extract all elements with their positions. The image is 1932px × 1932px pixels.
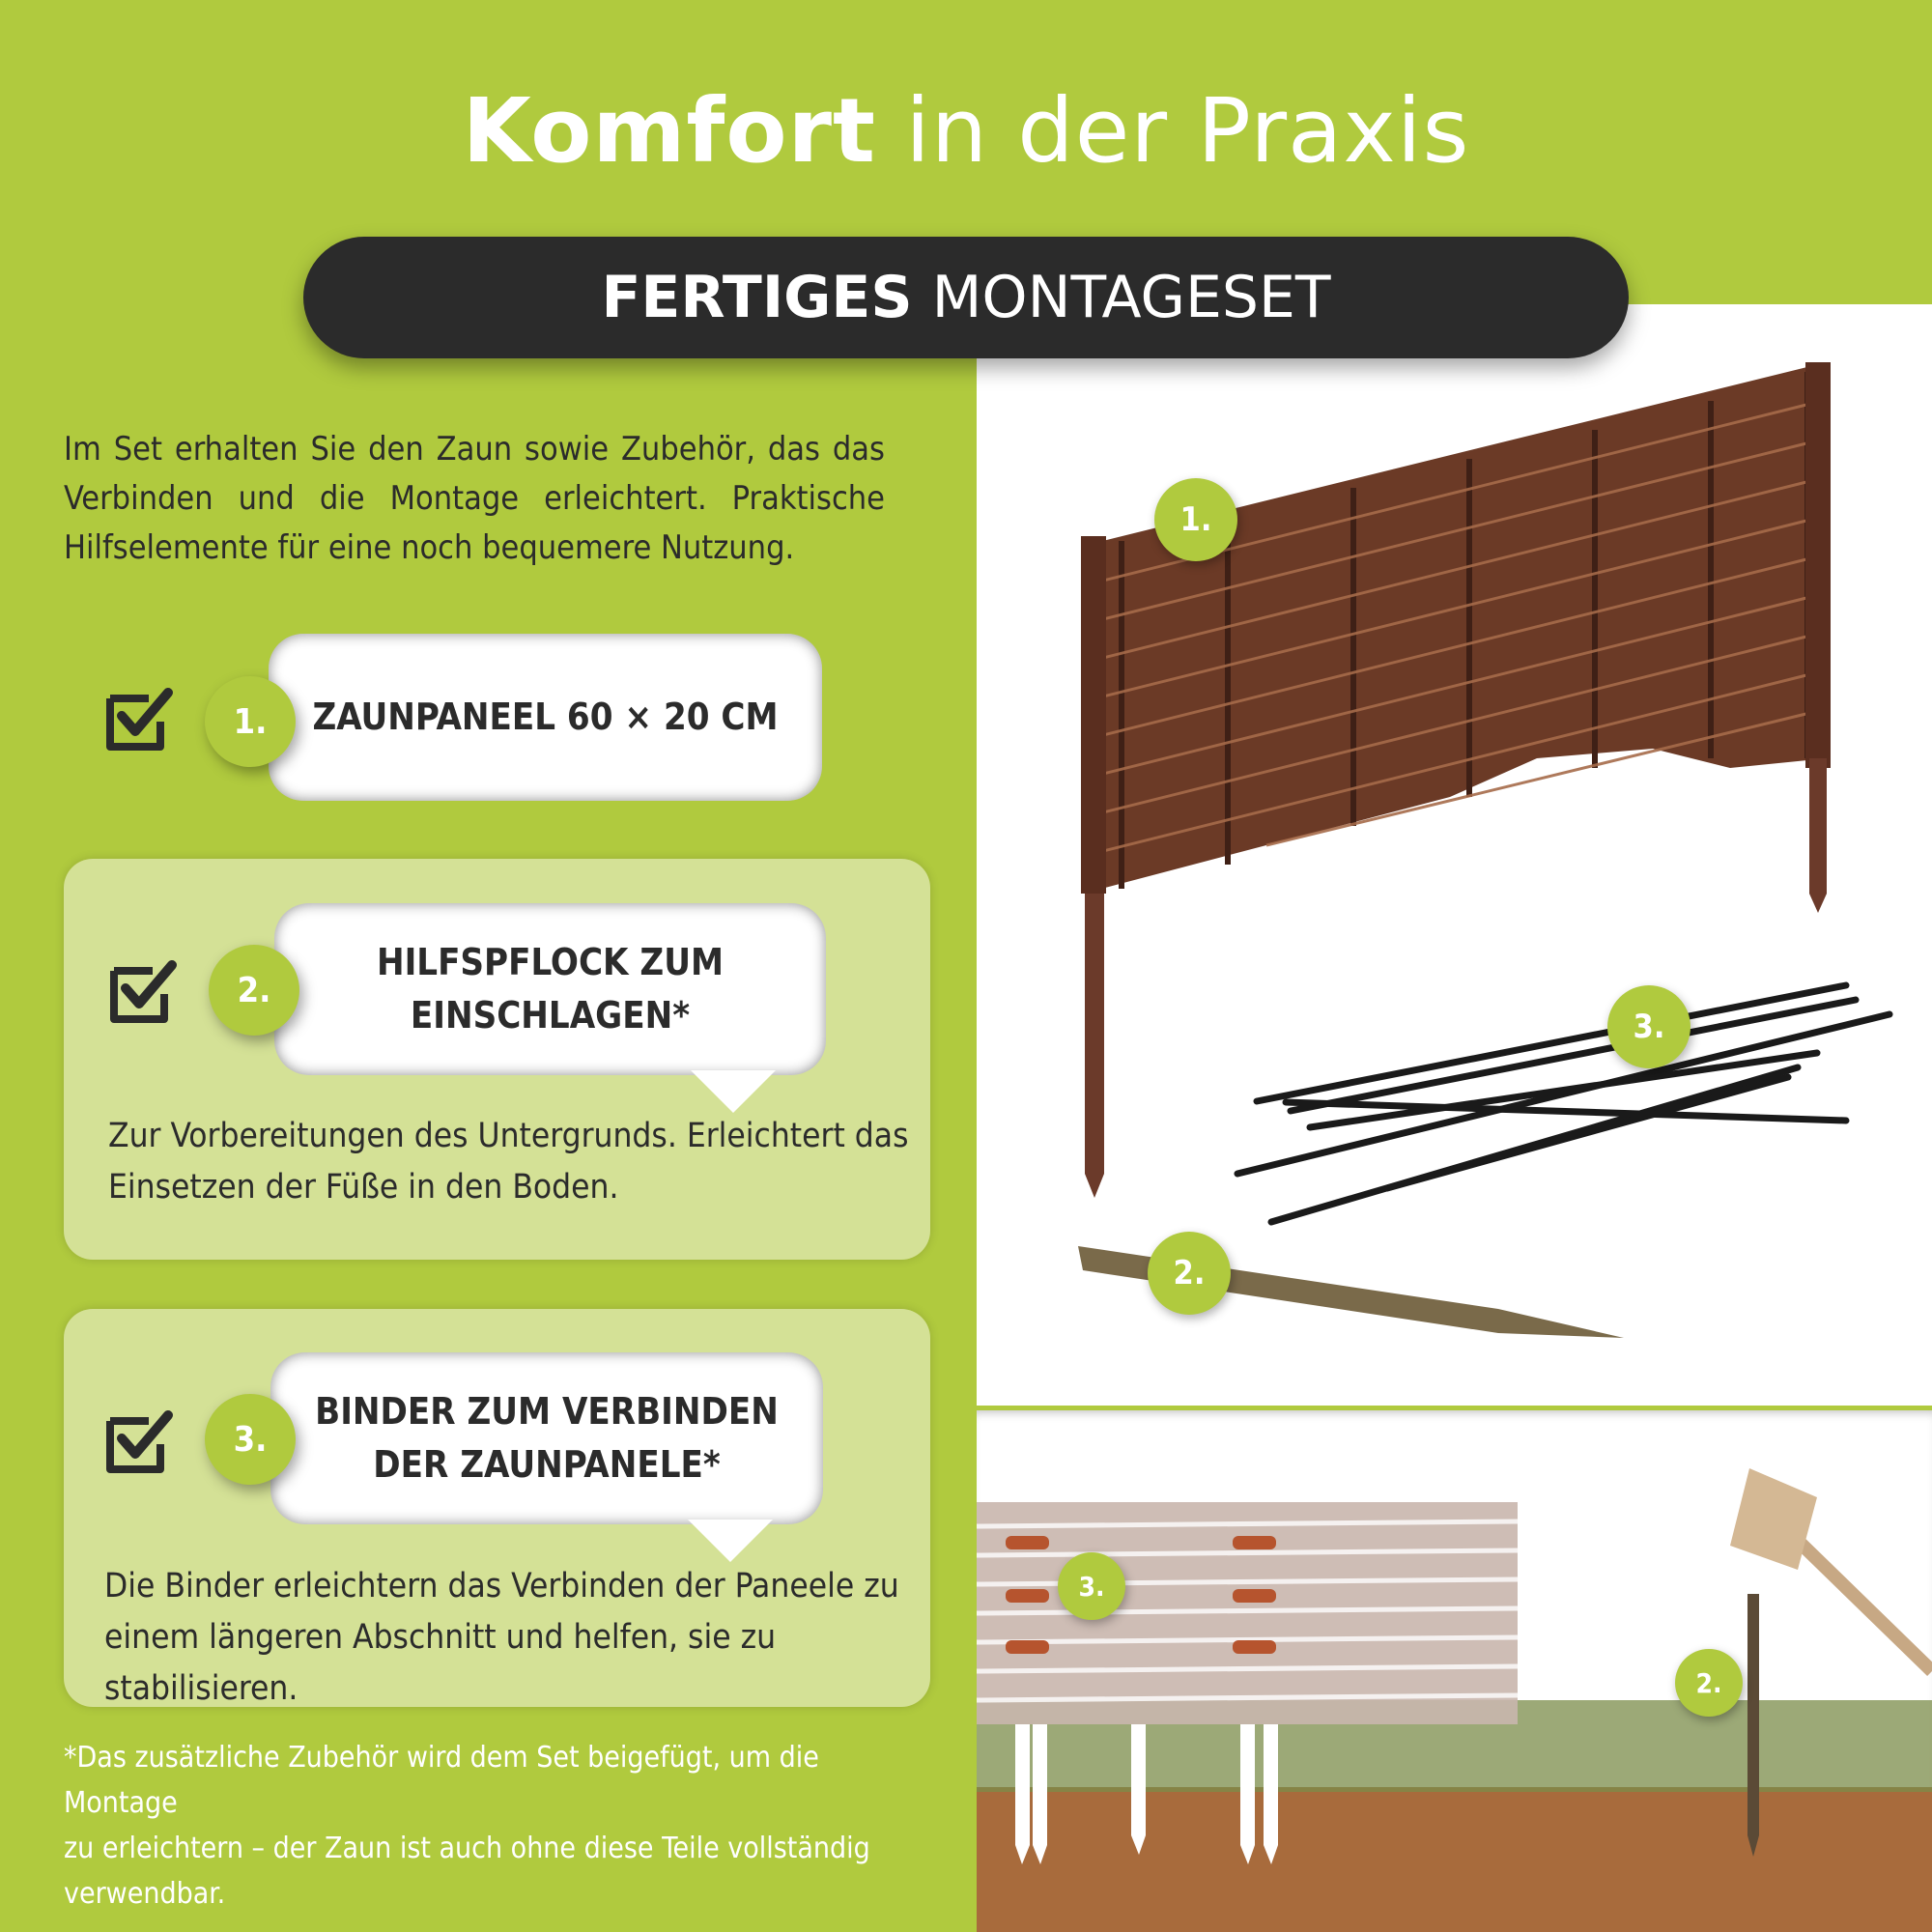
- installation-illustration: [977, 1410, 1932, 1932]
- item-title-2-line2: EINSCHLAGEN*: [410, 994, 691, 1037]
- checkbox-checked-icon: [104, 687, 174, 753]
- item-card-1: [269, 634, 822, 801]
- item-title-2-line1: HILFSPFLOCK ZUM: [376, 941, 724, 983]
- label-badge-1: 1.: [1154, 478, 1237, 561]
- intro-text: Im Set erhalten Sie den Zaun sowie Zubehör, das das Verbinden und die Montage erleichtert. Praktische Hilfselemente für eine noch bequemere Nutzung.: [64, 430, 885, 567]
- item-desc-2-line1: Zur Vorbereitungen des Untergrunds. Erleichtert das: [108, 1117, 909, 1155]
- scene-badge-3: 3.: [1058, 1552, 1125, 1620]
- item-card-2: [274, 903, 826, 1075]
- checkbox-checked-icon: [104, 1409, 174, 1475]
- footnote-line1: *Das zusätzliche Zubehör wird dem Set beigefügt, um die Montage: [64, 1741, 819, 1820]
- label-badge-3: 3.: [1607, 985, 1690, 1068]
- scene-badge-2: 2.: [1675, 1649, 1743, 1717]
- cable-ties-icon: [1237, 985, 1889, 1222]
- stake-icon: [1747, 1594, 1759, 1857]
- page-title: [0, 79, 1932, 183]
- item-desc-3: [104, 1561, 925, 1715]
- banner-bold: FERTIGES: [601, 264, 913, 331]
- item-desc-2: [108, 1111, 920, 1213]
- item-number-1: 1.: [205, 676, 296, 767]
- installation-scene-panel: [977, 1410, 1932, 1932]
- mallet-icon: [1730, 1468, 1932, 1671]
- item-number-3: 3.: [205, 1394, 296, 1485]
- title-light: in der Praxis: [905, 79, 1470, 183]
- footnote-line3: verwendbar.: [64, 1877, 226, 1911]
- checkbox-checked-icon: [108, 959, 178, 1025]
- item-title-3-line2: DER ZAUNPANELE*: [373, 1443, 721, 1486]
- section-banner: [303, 237, 1629, 358]
- item-title-3-line1: BINDER ZUM VERBINDEN: [315, 1390, 779, 1433]
- item-number-2: 2.: [209, 945, 299, 1036]
- footnote-line2: zu erleichtern – der Zaun ist auch ohne diese Teile vollständig: [64, 1832, 870, 1865]
- banner-light: MONTAGESET: [931, 264, 1331, 331]
- product-illustration: [977, 304, 1932, 1406]
- footnote: [64, 1735, 933, 1917]
- item-desc-2-line2: Einsetzen der Füße in den Boden.: [108, 1168, 619, 1207]
- product-image-panel: [977, 304, 1932, 1406]
- label-badge-2: 2.: [1148, 1232, 1231, 1315]
- speech-tail: [691, 1070, 776, 1113]
- soil-icon: [977, 1787, 1932, 1932]
- item-card-3: [270, 1352, 823, 1524]
- item-desc-3-line2: einem längeren Abschnitt und helfen, sie zu stabilisieren.: [104, 1618, 777, 1708]
- item-title-1: ZAUNPANEEL 60 × 20 CM: [312, 696, 779, 738]
- title-bold: Komfort: [462, 79, 876, 183]
- item-desc-3-line1: Die Binder erleichtern das Verbinden der Paneele zu: [104, 1567, 899, 1605]
- speech-tail: [688, 1520, 773, 1562]
